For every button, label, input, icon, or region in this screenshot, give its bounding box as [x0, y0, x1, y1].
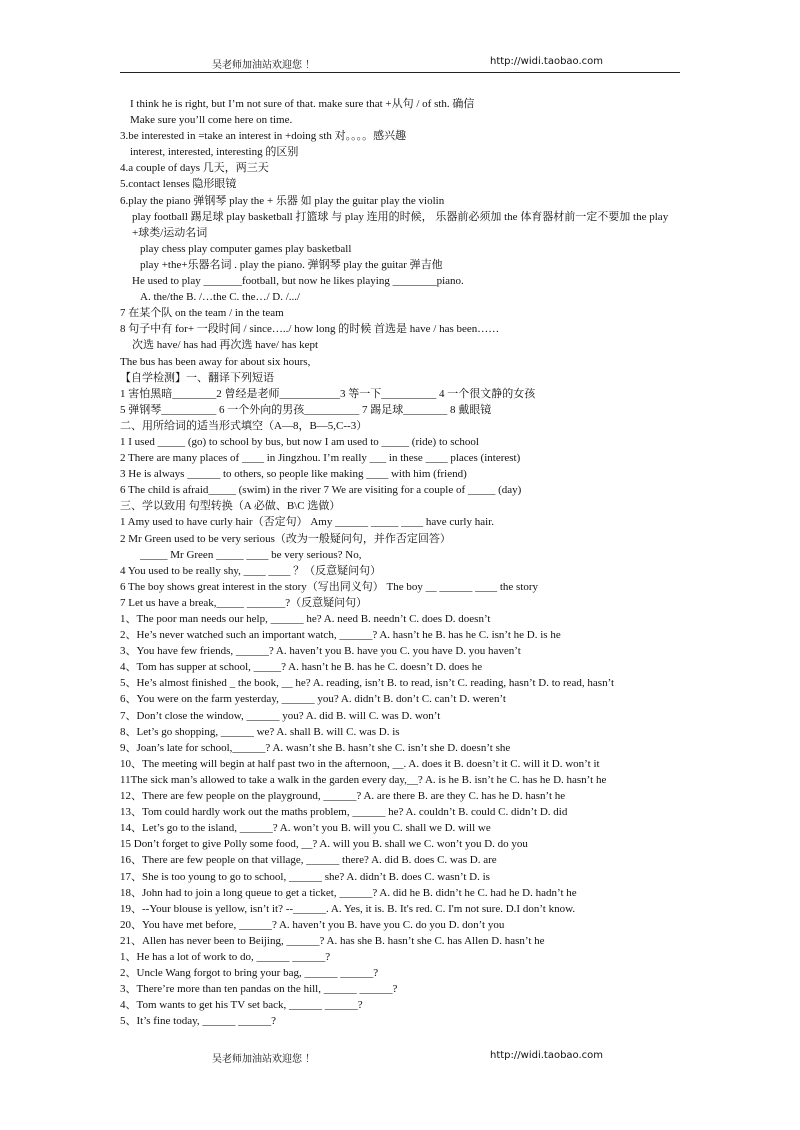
exercise-line: 5、It’s fine today, ______ ______? [120, 1015, 277, 1028]
note-line: 5.contact lenses 隐形眼镜 [120, 178, 237, 191]
exercise-line: 7、Don’t close the window, ______ you? A. did B. will C. was D. won’t [120, 709, 441, 722]
page-footer [120, 1048, 680, 1066]
exercise-line: 3、You have few friends, ______? A. haven’t you B. have you C. you have D. you haven’t [120, 645, 521, 658]
note-line: play football 踢足球 play basketball 打篮球 与 play 连用的时候， 乐器前必须加 the 体育器材前一定不要加 the play +球类/运动名词 [132, 210, 669, 239]
exercise-line: 1 Amy used to have curly hair（否定句） Amy ______ _____ ____ have curly hair. [120, 516, 494, 529]
exercise-line: 8、Let’s go shopping, ______ we? A. shall B. will C. was D. is [120, 725, 400, 738]
exercise-options: A. the/the B. /…the C. the…/ D. /.../ [140, 291, 301, 304]
exercise-line: 17、She is too young to go to school, ______ she? A. didn’t B. does C. wasn’t D. is [120, 870, 490, 883]
note-line: I think he is right, but I’m not sure of that. make sure that +从句 / of sth. 确信 [130, 98, 475, 110]
note-line: 7 在某个队 on the team / in the team [120, 307, 284, 320]
footer-welcome-text: 吴老师加油站欢迎您 ！ [212, 1054, 316, 1065]
note-line: play chess play computer games play basketball [140, 242, 352, 255]
exercise-line: 4 You used to be really shy, ____ ____ ？（反意疑问句） [120, 564, 382, 577]
note-line: 8 句子中有 for+ 一段时间 / since…../ how long 的时候 首选是 have / has been…… [120, 323, 500, 336]
exercise-line: 3、There’re more than ten pandas on the hill, ______ ______? [120, 983, 398, 996]
exercise-line: 6 The child is afraid_____ (swim) in the river 7 We are visiting for a couple of _____ (day) [120, 484, 522, 497]
exercise-line: 12、There are few people on the playground, ______? A. are there B. are they C. has he D. hasn’t he [120, 790, 566, 803]
note-line: Make sure you’ll come here on time. [130, 114, 293, 127]
exercise-line: 1、The poor man needs our help, ______ he? A. need B. needn’t C. does D. doesn’t [120, 613, 491, 625]
exercise-line: 18、John had to join a long queue to get a ticket, ______? A. did he B. didn’t he C. had he D. hadn’t he [120, 886, 577, 899]
header-url: http://widi.taobao.com [490, 56, 604, 67]
worksheet-body [120, 96, 680, 1029]
note-line: 3.be interested in =take an interest in +doing sth 对。。。。感兴趣 [120, 130, 407, 143]
exercise-line: 1、He has a lot of work to do, ______ ______? [120, 950, 331, 963]
exercise-line: 7 Let us have a break,_____ _______?（反意疑问句） [120, 596, 368, 609]
section-heading: 【自学检测】一、翻译下列短语 [120, 371, 274, 384]
exercise-line: 6、You were on the farm yesterday, ______ you? A. didn’t B. don’t C. can’t D. weren’t [120, 693, 506, 706]
note-line: play +the+乐器名词 . play the piano. 弹钢琴 play the guitar 弹吉他 [140, 258, 443, 271]
exercise-line: 4、Tom wants to get his TV set back, ______ ______? [120, 999, 363, 1012]
exercise-line: 2、He’s never watched such an important watch, ______? A. hasn’t he B. has he C. isn’t he D. is he [120, 629, 561, 642]
exercise-line: 14、Let’s go to the island, ______? A. won’t you B. will you C. shall we D. will we [120, 822, 491, 835]
exercise-line: 6 The boy shows great interest in the story（写出同义句） The boy __ ______ ____ the story [120, 580, 539, 593]
exercise-line: 16、There are few people on that village, ______ there? A. did B. does C. was D. are [120, 854, 497, 867]
exercise-line: 13、Tom could hardly work out the maths problem, ______ he? A. couldn’t B. could C. didn’t D. did [120, 806, 568, 819]
exercise-line: 11The sick man’s allowed to take a walk in the garden every day,__? A. is he B. isn’t he C. has he D. hasn’t he [120, 773, 607, 786]
note-line: 6.play the piano 弹钢琴 play the + 乐器 如 play the guitar play the violin [120, 194, 445, 207]
exercise-line: 9、Joan’s late for school,______? A. wasn’t she B. hasn’t she C. isn’t she D. doesn’t she [120, 741, 511, 754]
note-line: The bus has been away for about six hours, [120, 355, 311, 368]
exercise-line: 15 Don’t forget to give Polly some food, __? A. will you B. shall we C. won’t you D. do you [120, 838, 528, 851]
exercise-line: 20、You have met before, ______? A. haven’t you B. have you C. do you D. don’t you [120, 918, 505, 931]
exercise-line: 10、The meeting will begin at half past two in the afternoon, __. A. does it B. doesn’t it C. will it D. won’t it [120, 757, 600, 770]
section-heading: 二、用所给词的适当形式填空（A—8，B—5,C--3） [120, 419, 368, 432]
exercise-line: 4、Tom has supper at school, _____? A. hasn’t he B. has he C. doesn’t D. does he [120, 661, 483, 674]
exercise-line: 3 He is always ______ to others, so people like making ____ with him (friend) [120, 468, 467, 481]
section-heading: 三、学以致用 句型转换（A 必做、B\C 选做） [120, 500, 341, 513]
note-line: interest, interested, interesting 的区别 [130, 146, 299, 159]
exercise-line: 5 弹钢琴__________ 6 一个外向的男孩__________ 7 踢足球________ 8 戴眼镜 [120, 403, 492, 416]
exercise-line: 2 Mr Green used to be very serious（改为一般疑问句，并作否定回答） [120, 532, 451, 545]
exercise-line: 21、Allen has never been to Beijing, ______? A. has she B. hasn’t she C. has Allen D. hasn’t he [120, 934, 545, 947]
header-welcome-text: 吴老师加油站欢迎您 ！ [212, 60, 316, 71]
exercise-question: He used to play _______football, but now he likes playing ________piano. [132, 275, 464, 288]
exercise-line: 1 I used _____ (go) to school by bus, but now I am used to _____ (ride) to school [120, 435, 479, 448]
page-header [120, 54, 680, 73]
exercise-line: 2 There are many places of ____ in Jingzhou. I’m really ___ in these ____ places (interest) [120, 452, 521, 465]
exercise-line: 1 害怕黑暗________2 曾经是老师___________3 等一下__________ 4 一个很文静的女孩 [120, 387, 536, 400]
note-line: 次选 have/ has had 再次选 have/ has kept [132, 339, 319, 352]
exercise-line: 19、--Your blouse is yellow, isn’t it? --______. A. Yes, it is. B. It's red. C. I'm not sure. D.I don’t know. [120, 902, 576, 915]
exercise-line: 2、Uncle Wang forgot to bring your bag, ______ ______? [120, 967, 379, 980]
note-line: 4.a couple of days 几天，两三天 [120, 162, 269, 175]
exercise-line: 5、He’s almost finished _ the book, __ he? A. reading, isn’t B. to read, isn’t C. reading, hasn’t D. to read, hasn’t [120, 677, 615, 690]
exercise-line: _____ Mr Green _____ ____ be very serious? No, [140, 548, 362, 561]
footer-url: http://widi.taobao.com [490, 1050, 604, 1061]
